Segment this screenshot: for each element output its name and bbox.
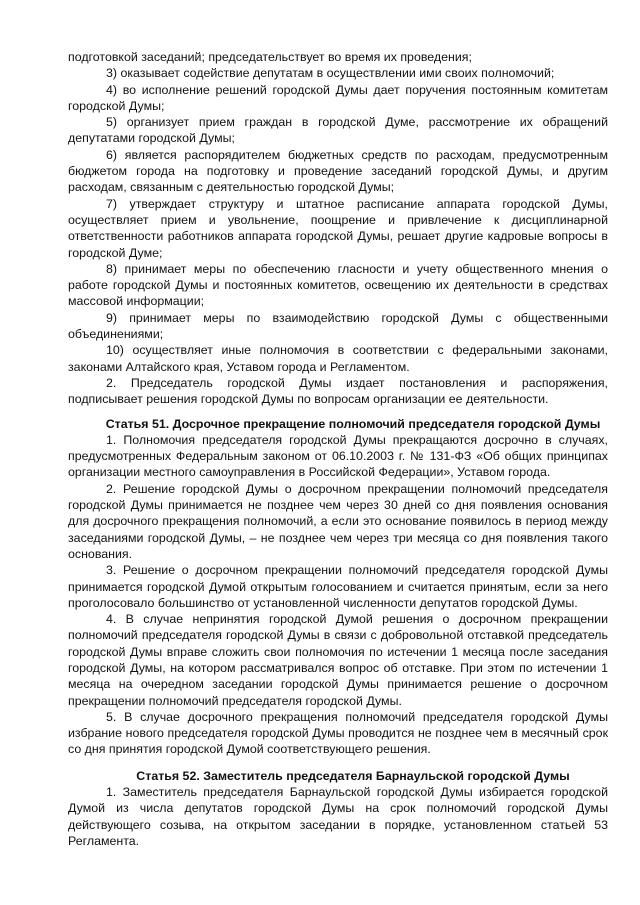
article-52-body <box>68 784 608 849</box>
paragraph: 1. Заместитель председателя Барнаульской городской Думы избирается городской Думой из числа депутатов городской Думы на срок полномочий городской Думы действующего созыва, на открытом заседании в порядке, установленном статьей 53 Регламента. <box>68 785 608 848</box>
paragraph: 2. Решение городской Думы о досрочном прекращении полномочий председателя городской Думы принимается не позднее чем через 30 дней со дня появления основания для досрочного прекращения полномочий, а если это основание появилось в период между заседаниями городской Думы, – не позднее чем через три месяца со дня появления такого основания. <box>68 481 608 561</box>
article-52-heading: Статья 52. Заместитель председателя Барнаульской городской Думы <box>136 768 570 783</box>
paragraph: 10) осуществляет иные полномочия в соответствии с федеральными законами, законами Алтайского края, Уставом города и Регламентом. <box>68 343 608 374</box>
paragraph: 1. Полномочия председателя городской Думы прекращаются досрочно в случаях, предусмотренных Федеральным законом от 06.10.2003 г. № 131-ФЗ «Об общих принципах организации местного самоуправления в Российской Федерации», Уставом города. <box>68 432 608 480</box>
article-51-body <box>68 432 608 758</box>
paragraph: подготовкой заседаний; председательствует во время их проведения; <box>68 50 472 64</box>
paragraph: 4) во исполнение решений городской Думы дает поручения постоянным комитетам городской Думы; <box>68 82 608 113</box>
document-page <box>68 49 608 849</box>
paragraph: 2. Председатель городской Думы издает постановления и распоряжения, подписывает решения городской Думы по вопросам организации ее деятельности. <box>68 375 608 407</box>
article-51-heading: Статья 51. Досрочное прекращение полномочий председателя городской Думы <box>105 416 601 431</box>
paragraph: 9) принимает меры по взаимодействию городской Думы с общественными объединениями; <box>68 310 608 342</box>
paragraph: 8) принимает меры по обеспечению гласности и учету общественного мнения о работе городской Думы и постоянных комитетов, освещению их деятельности в средствах массовой информации; <box>68 261 608 309</box>
paragraph: 5) организует прием граждан в городской Думе, рассмотрение их обращений депутатами городской Думы; <box>68 115 608 146</box>
paragraph: 5. В случае досрочного прекращения полномочий председателя городской Думы избрание нового председателя городской Думы проводится не позднее чем в месячный срок со дня принятия городской Думой соответствующего решения. <box>68 709 608 757</box>
paragraph: 3) оказывает содействие депутатам в осуществлении ими своих полномочий; <box>106 66 555 81</box>
paragraph: 3. Решение о досрочном прекращении полномочий председателя городской Думы принимается городской Думой открытым голосованием и считается принятым, если за него проголосовало большинство от установленной численности депутатов городской Думы. <box>68 563 608 610</box>
paragraph: 7) утверждает структуру и штатное расписание аппарата городской Думы, осуществляет прием и увольнение, поощрение и привлечение к дисциплинарной ответственности работников аппарата городской Думы, решает другие кадровые вопросы в городской Думе; <box>68 196 608 260</box>
paragraph: 6) является распорядителем бюджетных средств по расходам, предусмотренным бюджетом города на подготовку и проведение заседаний городской Думы, и другим расходам, связанным с деятельностью городской Думы; <box>68 147 608 195</box>
paragraph: 4. В случае непринятия городской Думой решения о досрочном прекращении полномочий председателя городской Думы в связи с добровольной отставкой председатель городской Думы вправе сложить свои полномочия по истечении 1 месяца после заседания городской Думы, на котором рассматривался вопрос об отставке. При этом по истечении 1 месяца на очередном заседании городской Думы принимается решение о досрочном прекращении полномочий председателя городской Думы. <box>68 612 608 708</box>
chairman-powers-section <box>68 49 608 408</box>
